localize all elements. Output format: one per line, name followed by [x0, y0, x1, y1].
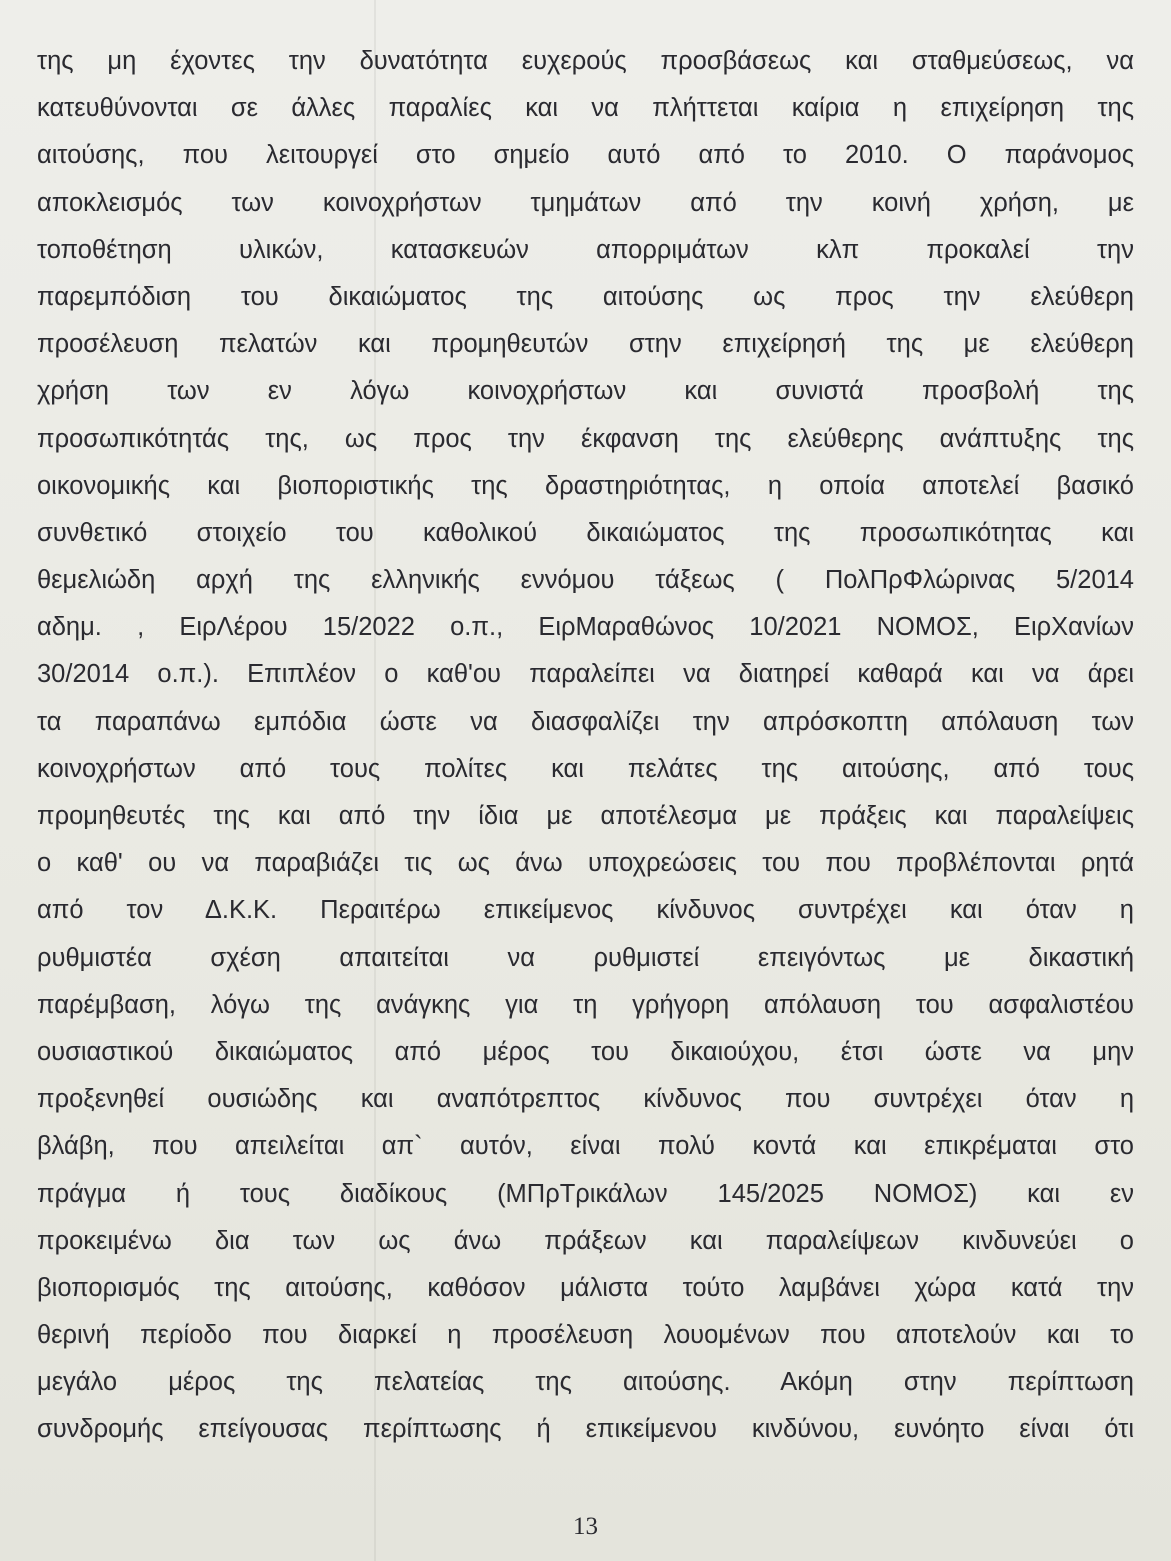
text-line: τοποθέτηση υλικών, κατασκευών απορριμάτων κλπ προκαλεί την: [37, 235, 1134, 264]
text-line: χρήση των εν λόγω κοινοχρήστων και συνιστά προσβολή της: [37, 377, 1134, 406]
text-line: προξενηθεί ουσιώδης και αναπότρεπτος κίνδυνος που συντρέχει όταν η: [37, 1085, 1134, 1114]
text-line: ρυθμιστέα σχέση απαιτείται να ρυθμιστεί επειγόντως με δικαστική: [37, 943, 1134, 972]
text-line: παρεμπόδιση του δικαιώματος της αιτούσης ως προς την ελεύθερη: [37, 282, 1134, 311]
text-line: συνδρομής επείγουσας περίπτωσης ή επικείμενου κινδύνου, ευνόητο είναι ότι: [37, 1415, 1134, 1444]
text-line: θεμελιώδη αρχή της ελληνικής εννόμου τάξεως ( ΠολΠρΦλώρινας 5/2014: [37, 566, 1134, 595]
text-line: προσωπικότητάς της, ως προς την έκφανση της ελεύθερης ανάπτυξης της: [37, 424, 1134, 453]
text-line: 30/2014 ο.π.). Επιπλέον ο καθ'ου παραλείπει να διατηρεί καθαρά και να άρει: [37, 660, 1134, 689]
text-line: πράγμα ή τους διαδίκους (ΜΠρΤρικάλων 145/2025 ΝΟΜΟΣ) και εν: [37, 1179, 1134, 1208]
text-line: αποκλεισμός των κοινοχρήστων τμημάτων από την κοινή χρήση, με: [37, 188, 1134, 217]
text-line: κοινοχρήστων από τους πολίτες και πελάτες της αιτούσης, από τους: [37, 754, 1134, 783]
text-line: τα παραπάνω εμπόδια ώστε να διασφαλίζει την απρόσκοπτη απόλαυση των: [37, 707, 1134, 736]
text-line: ο καθ' ου να παραβιάζει τις ως άνω υποχρεώσεις του που προβλέπονται ρητά: [37, 849, 1134, 878]
text-line: ουσιαστικού δικαιώματος από μέρος του δικαιούχου, έτσι ώστε να μην: [37, 1037, 1134, 1066]
text-line: αιτούσης, που λειτουργεί στο σημείο αυτό από το 2010. Ο παράνομος: [37, 141, 1134, 170]
text-line: κατευθύνονται σε άλλες παραλίες και να πλήττεται καίρια η επιχείρηση της: [37, 94, 1134, 123]
text-line: βιοπορισμός της αιτούσης, καθόσον μάλιστα τούτο λαμβάνει χώρα κατά την: [37, 1273, 1134, 1302]
text-line: προσέλευση πελατών και προμηθευτών στην επιχείρησή της με ελεύθερη: [37, 330, 1134, 359]
text-line: βλάβη, που απειλείται απ` αυτόν, είναι πολύ κοντά και επικρέμαται στο: [37, 1132, 1134, 1161]
text-line: προμηθευτές της και από την ίδια με αποτέλεσμα με πράξεις και παραλείψεις: [37, 802, 1134, 830]
text-line: μεγάλο μέρος της πελατείας της αιτούσης. Ακόμη στην περίπτωση: [37, 1368, 1134, 1397]
page-number: 13: [573, 1513, 598, 1540]
text-line: θερινή περίοδο που διαρκεί η προσέλευση λουομένων που αποτελούν και το: [37, 1321, 1134, 1350]
text-line: αδημ. , ΕιρΛέρου 15/2022 ο.π., ΕιρΜαραθώνος 10/2021 ΝΟΜΟΣ, ΕιρΧανίων: [37, 613, 1134, 642]
text-line: από τον Δ.Κ.Κ. Περαιτέρω επικείμενος κίνδυνος συντρέχει και όταν η: [37, 896, 1134, 925]
text-line: παρέμβαση, λόγω της ανάγκης για τη γρήγορη απόλαυση του ασφαλιστέου: [37, 990, 1134, 1019]
text-line: οικονομικής και βιοποριστικής της δραστηριότητας, η οποία αποτελεί βασικό: [37, 471, 1134, 500]
text-line: της μη έχοντες την δυνατότητα ευχερούς προσβάσεως και σταθμεύσεως, να: [37, 47, 1134, 75]
body-text: [37, 38, 1134, 1454]
text-line: συνθετικό στοιχείο του καθολικού δικαιώματος της προσωπικότητας και: [37, 518, 1134, 547]
text-line: προκειμένω δια των ως άνω πράξεων και παραλείψεων κινδυνεύει ο: [37, 1226, 1134, 1255]
